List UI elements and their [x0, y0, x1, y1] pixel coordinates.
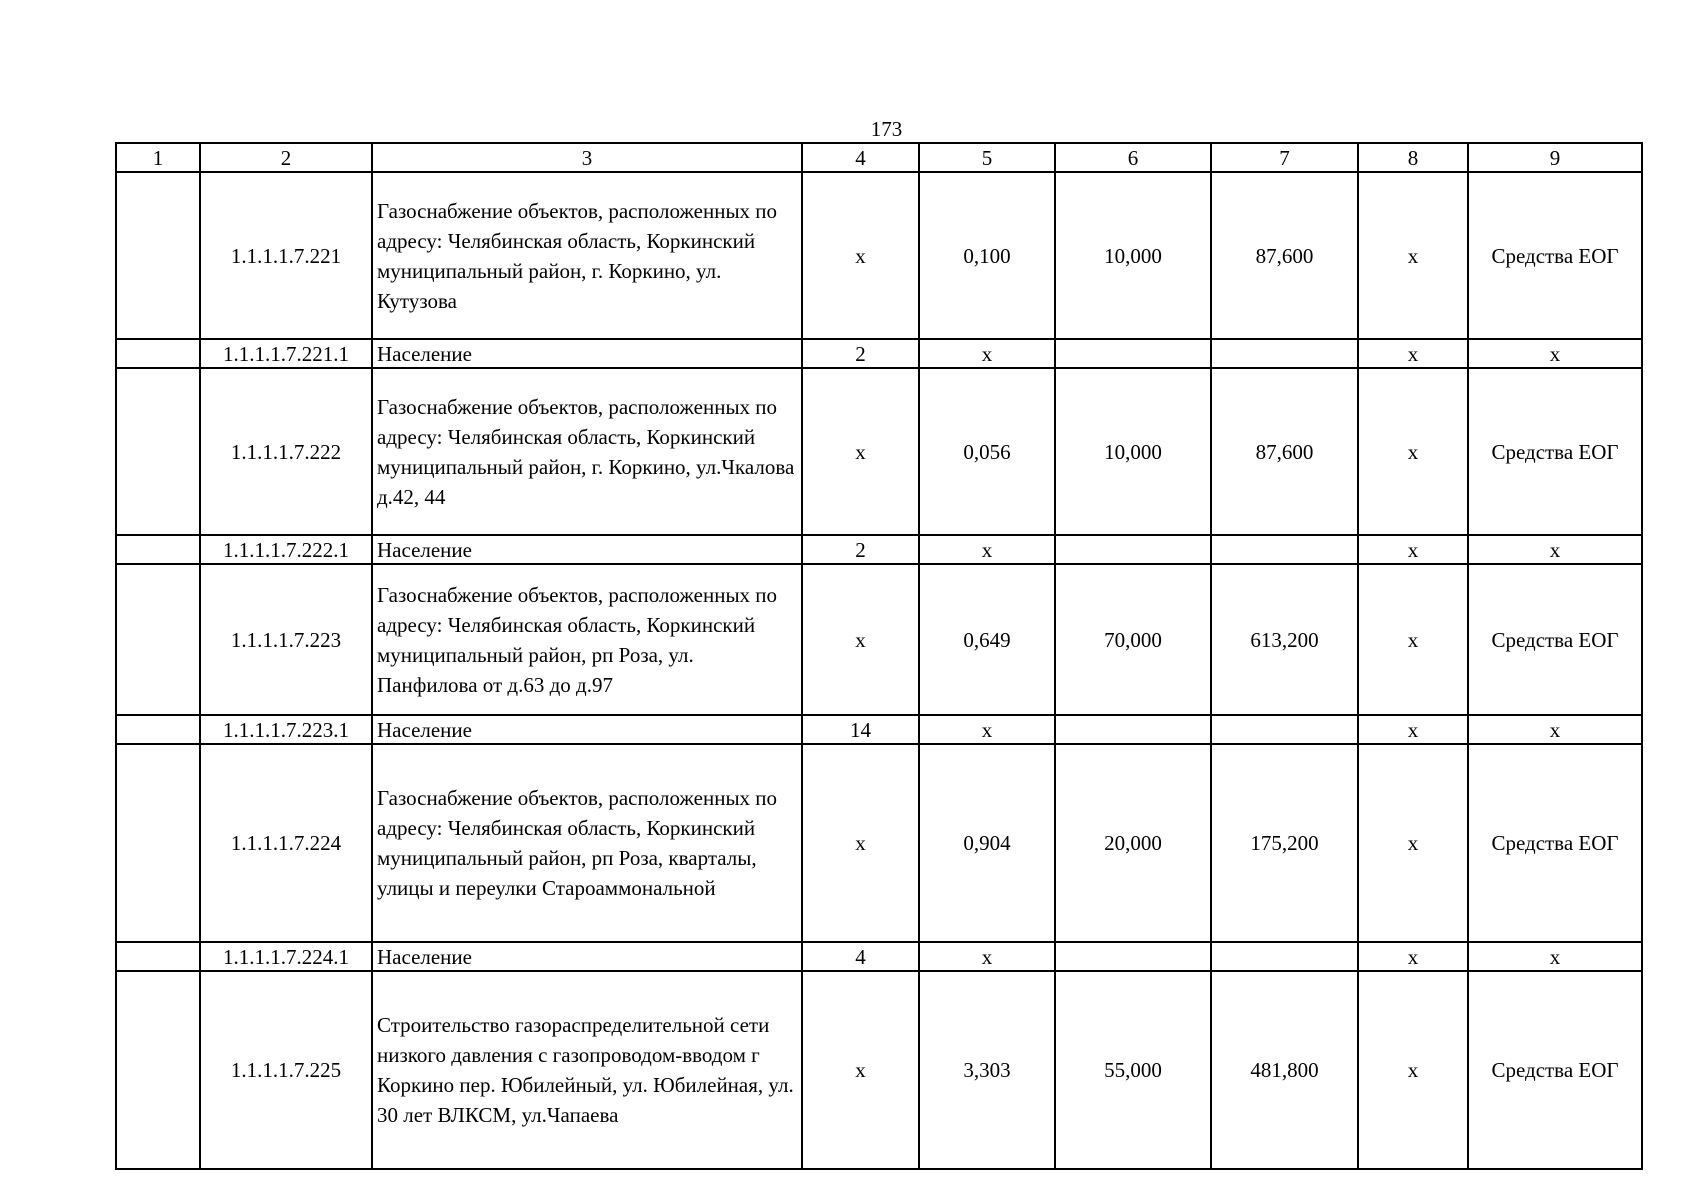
cell-col1: [116, 942, 200, 971]
cell-col8: х: [1358, 942, 1468, 971]
cell-name: Газоснабжение объектов, расположенных по адресу: Челябинская область, Коркинский муниципальный район, г. Коркино, ул. Кутузова: [372, 172, 802, 339]
cell-col4: 14: [802, 715, 919, 744]
cell-col1: [116, 715, 200, 744]
cell-col7: [1211, 339, 1358, 368]
cell-col6: 20,000: [1055, 744, 1211, 942]
column-header: 3: [372, 143, 802, 172]
cell-col8: х: [1358, 564, 1468, 715]
cell-col6: [1055, 942, 1211, 971]
cell-code: 1.1.1.1.7.225: [200, 971, 372, 1169]
column-header: 1: [116, 143, 200, 172]
cell-col4: х: [802, 564, 919, 715]
cell-col5: х: [919, 715, 1055, 744]
column-header: 5: [919, 143, 1055, 172]
cell-col5: х: [919, 942, 1055, 971]
cell-col8: х: [1358, 172, 1468, 339]
cell-name: Газоснабжение объектов, расположенных по адресу: Челябинская область, Коркинский муниципальный район, рп Роза, ул. Панфилова от д.63 до д.97: [372, 564, 802, 715]
cell-name: Население: [372, 715, 802, 744]
cell-col9: х: [1468, 535, 1642, 564]
cell-col9: Средства ЕОГ: [1468, 971, 1642, 1169]
cell-col8: х: [1358, 715, 1468, 744]
cell-col4: 4: [802, 942, 919, 971]
cell-col1: [116, 172, 200, 339]
cell-col4: 2: [802, 339, 919, 368]
column-header: 6: [1055, 143, 1211, 172]
table-row: [116, 535, 1642, 564]
cell-col1: [116, 564, 200, 715]
table-row: [116, 368, 1642, 535]
cell-code: 1.1.1.1.7.223.1: [200, 715, 372, 744]
column-header: 2: [200, 143, 372, 172]
cell-col1: [116, 339, 200, 368]
cell-col7: 481,800: [1211, 971, 1358, 1169]
cell-col5: 3,303: [919, 971, 1055, 1169]
cell-col5: х: [919, 339, 1055, 368]
cell-col7: [1211, 715, 1358, 744]
cell-col7: 87,600: [1211, 368, 1358, 535]
cell-col6: 70,000: [1055, 564, 1211, 715]
column-header: 8: [1358, 143, 1468, 172]
column-header: 9: [1468, 143, 1642, 172]
cell-col6: [1055, 339, 1211, 368]
cell-col5: 0,649: [919, 564, 1055, 715]
cell-col5: 0,056: [919, 368, 1055, 535]
cell-col8: х: [1358, 368, 1468, 535]
cell-col7: [1211, 535, 1358, 564]
header-row: [116, 143, 1642, 172]
cell-col1: [116, 971, 200, 1169]
cell-col5: х: [919, 535, 1055, 564]
table-row: [116, 971, 1642, 1169]
cell-name: Население: [372, 535, 802, 564]
cell-col9: х: [1468, 339, 1642, 368]
cell-col4: х: [802, 971, 919, 1169]
cell-col7: 613,200: [1211, 564, 1358, 715]
table-row: [116, 744, 1642, 942]
cell-col4: х: [802, 368, 919, 535]
page-number: 173: [870, 117, 903, 141]
cell-name: Газоснабжение объектов, расположенных по адресу: Челябинская область, Коркинский муниципальный район, рп Роза, кварталы, улицы и переулки Староаммональной: [372, 744, 802, 942]
data-table: [115, 142, 1643, 1170]
cell-col9: х: [1468, 942, 1642, 971]
table-row: [116, 942, 1642, 971]
cell-col8: х: [1358, 535, 1468, 564]
cell-col7: 87,600: [1211, 172, 1358, 339]
cell-name: Население: [372, 339, 802, 368]
cell-code: 1.1.1.1.7.224: [200, 744, 372, 942]
cell-name: Население: [372, 942, 802, 971]
cell-code: 1.1.1.1.7.223: [200, 564, 372, 715]
cell-code: 1.1.1.1.7.222.1: [200, 535, 372, 564]
column-header: 4: [802, 143, 919, 172]
cell-code: 1.1.1.1.7.221: [200, 172, 372, 339]
cell-col5: 0,904: [919, 744, 1055, 942]
cell-code: 1.1.1.1.7.222: [200, 368, 372, 535]
cell-name: Строительство газораспределительной сети низкого давления с газопроводом-вводом г Коркино пер. Юбилейный, ул. Юбилейная, ул. 30 лет ВЛКСМ, ул.Чапаева: [372, 971, 802, 1169]
cell-col9: х: [1468, 715, 1642, 744]
cell-col8: х: [1358, 744, 1468, 942]
cell-name: Газоснабжение объектов, расположенных по адресу: Челябинская область, Коркинский муниципальный район, г. Коркино, ул.Чкалова д.42, 44: [372, 368, 802, 535]
table-row: [116, 564, 1642, 715]
cell-col6: 10,000: [1055, 172, 1211, 339]
cell-col6: 10,000: [1055, 368, 1211, 535]
cell-col9: Средства ЕОГ: [1468, 368, 1642, 535]
cell-col1: [116, 744, 200, 942]
cell-col4: х: [802, 744, 919, 942]
cell-col5: 0,100: [919, 172, 1055, 339]
cell-col9: Средства ЕОГ: [1468, 744, 1642, 942]
column-header: 7: [1211, 143, 1358, 172]
cell-col7: [1211, 942, 1358, 971]
cell-col9: Средства ЕОГ: [1468, 564, 1642, 715]
cell-col6: [1055, 715, 1211, 744]
cell-col7: 175,200: [1211, 744, 1358, 942]
table-row: [116, 339, 1642, 368]
cell-col1: [116, 535, 200, 564]
cell-code: 1.1.1.1.7.224.1: [200, 942, 372, 971]
table-row: [116, 172, 1642, 339]
cell-code: 1.1.1.1.7.221.1: [200, 339, 372, 368]
cell-col6: [1055, 535, 1211, 564]
cell-col8: х: [1358, 971, 1468, 1169]
cell-col4: 2: [802, 535, 919, 564]
cell-col8: х: [1358, 339, 1468, 368]
table-row: [116, 715, 1642, 744]
cell-col9: Средства ЕОГ: [1468, 172, 1642, 339]
cell-col6: 55,000: [1055, 971, 1211, 1169]
cell-col1: [116, 368, 200, 535]
cell-col4: х: [802, 172, 919, 339]
